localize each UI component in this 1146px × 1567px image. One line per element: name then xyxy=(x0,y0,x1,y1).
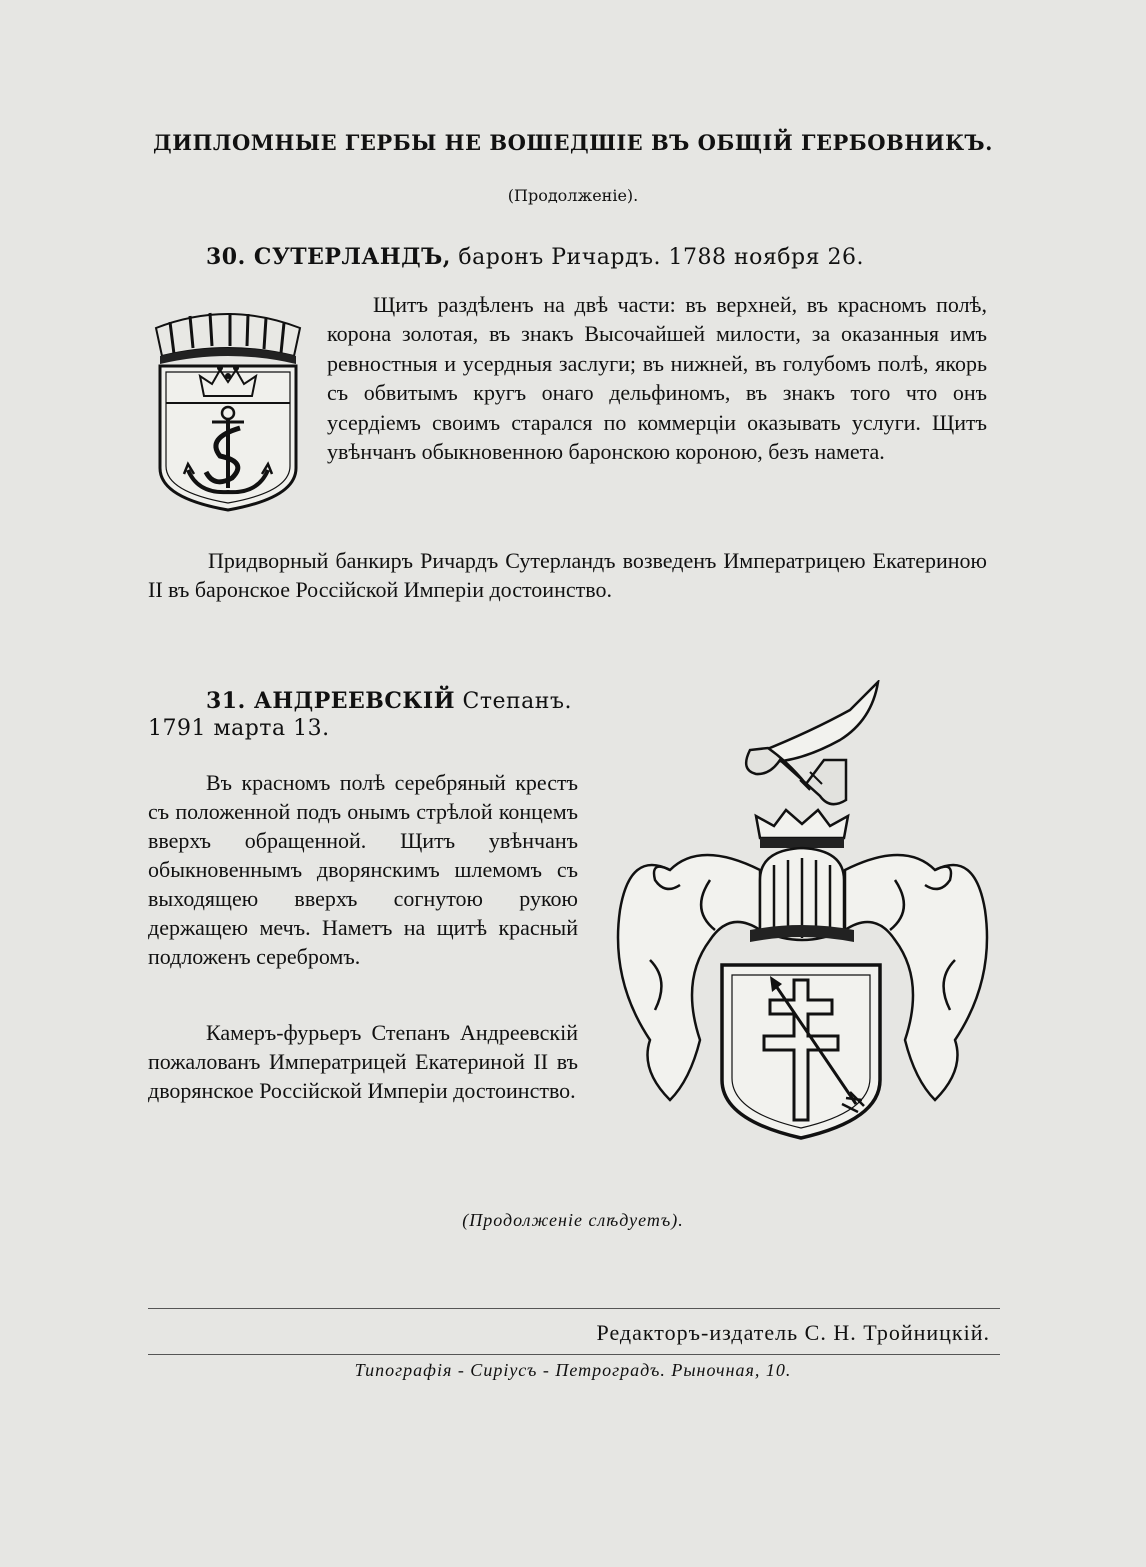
entry-30-history: Придворный банкиръ Ричардъ Сутерландъ возведенъ Императрицею Екатериною II въ баронское Россійской Имперіи достоинство. xyxy=(148,548,987,603)
andreevsky-coat-of-arms-icon xyxy=(610,680,995,1140)
entry-31-description: Въ красномъ полѣ серебряный крестъ съ положенной подъ онымъ стрѣлой концемъ вверхъ обращенной. Щитъ увѣнчанъ обыкновеннымъ дворянскимъ шлемомъ съ выходящею вверхъ согнутою рукою держащею мечъ. Наметъ на щитѣ красный подложенъ серебромъ. xyxy=(148,770,578,969)
entry-30-description: Щитъ раздѣленъ на двѣ части: въ верхней, въ красномъ полѣ, корона золотая, въ знакъ Высочайшей милости, за оказанныя имъ ревностныя и усердныя заслуги; въ нижней, въ голубомъ полѣ, якорь съ обвитымъ кругъ онаго дельфиномъ, въ знакъ того что онъ усердіемъ своимъ старался по коммерціи оказывать услуги. Щитъ увѣнчанъ обыкновенною баронскою короною, безъ намета. xyxy=(327,292,987,465)
entry-31-heading xyxy=(206,688,578,714)
entry-30-name: 30. СУТЕРЛАНДЪ, xyxy=(206,244,451,270)
page-title: ДИПЛОМНЫЕ ГЕРБЫ НЕ ВОШЕДШІЕ ВЪ ОБЩІЙ ГЕРБОВНИКЪ. xyxy=(153,130,993,155)
entry-30-date: баронъ Ричардъ. 1788 ноября 26. xyxy=(458,245,864,270)
sutherland-coat-of-arms-icon xyxy=(148,310,308,515)
printer-line: Типографія - Сиріусъ - Петроградъ. Рыночная, 10. xyxy=(354,1360,792,1380)
entry-31-history: Камеръ-фурьеръ Степанъ Андреевскій пожалованъ Императрицей Екатериной II въ дворянское Россійской Имперіи достоинство. xyxy=(148,1020,578,1103)
entry-31-date: 1791 марта 13. xyxy=(148,716,330,741)
entry-31-name-rest: Степанъ. xyxy=(462,689,572,714)
page-subtitle: (Продолженіе). xyxy=(507,186,639,205)
entry-31-name: 31. АНДРЕЕВСКІЙ xyxy=(206,688,455,714)
entry-30-heading xyxy=(206,244,866,270)
footer-rule-top xyxy=(148,1308,1000,1309)
editor-line: Редакторъ-издатель С. Н. Тройницкій. xyxy=(596,1320,990,1345)
footer-rule-bottom xyxy=(148,1354,1000,1355)
continued-note: (Продолженіе слѣдуетъ). xyxy=(462,1210,684,1230)
